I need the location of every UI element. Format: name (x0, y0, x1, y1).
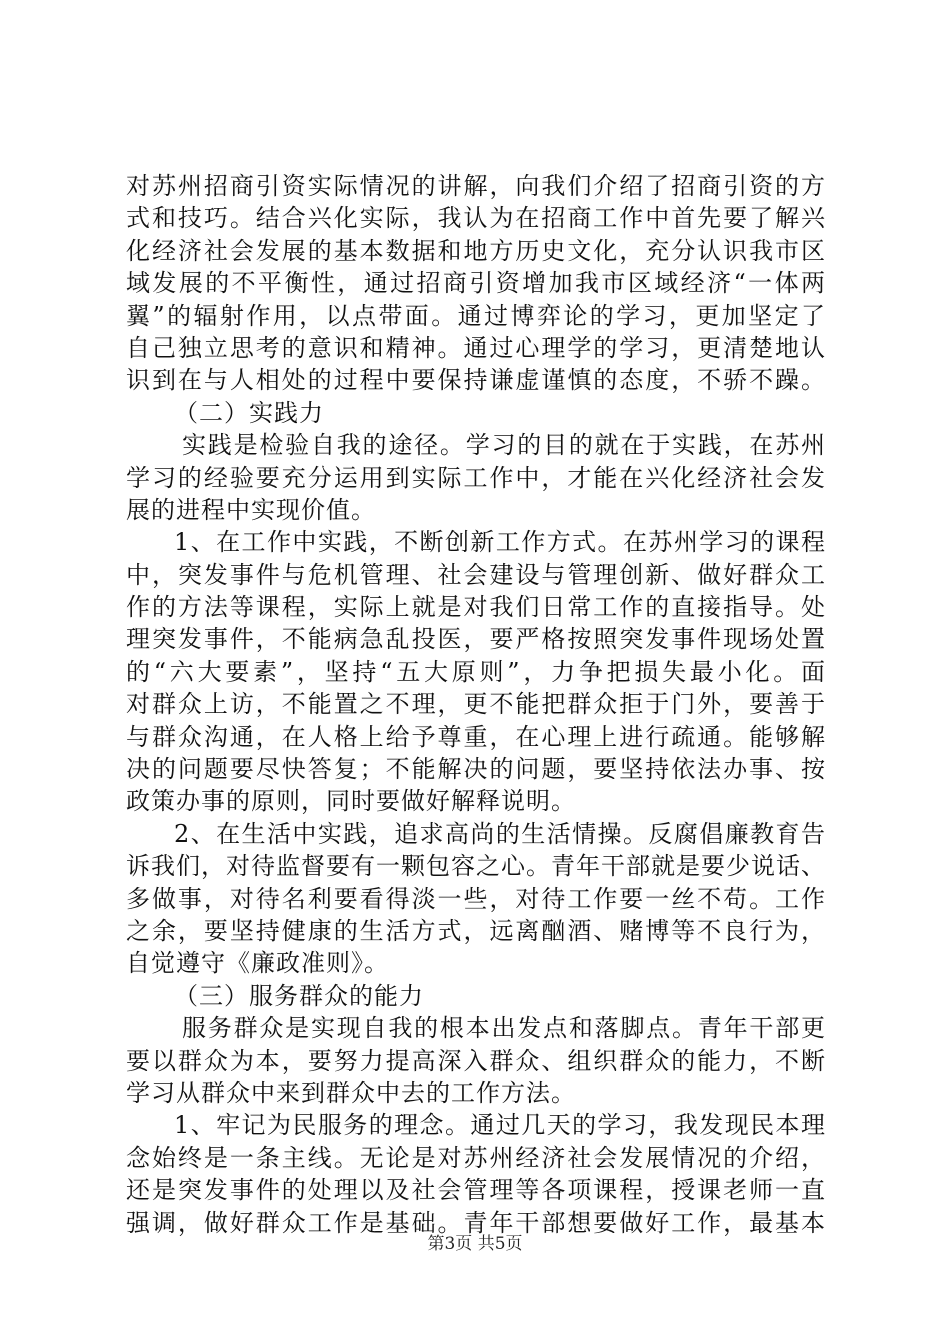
text-line: 强调，做好群众工作是基础。青年干部想要做好工作，最基本 (126, 1208, 826, 1237)
document-body (126, 170, 826, 1239)
text-line: 作的方法等课程，实际上就是对我们日常工作的直接指导。处 (126, 593, 826, 622)
text-line: 识到在与人相处的过程中要保持谦虚谨慎的态度，不骄不躁。 (126, 366, 826, 395)
text-line: 理突发事件，不能病急乱投医，要严格按照突发事件现场处置 (126, 625, 826, 654)
text-line: 诉我们，对待监督要有一颗包容之心。青年干部就是要少说话、 (126, 852, 826, 881)
text-line: 学习的经验要充分运用到实际工作中，才能在兴化经济社会发 (126, 463, 826, 492)
text-line: 对群众上访，不能置之不理，更不能把群众拒于门外，要善于 (126, 690, 826, 719)
text-line: 服务群众是实现自我的根本出发点和落脚点。青年干部更 (182, 1014, 826, 1043)
text-line: 翼”的辐射作用，以点带面。通过博弈论的学习，更加坚定了 (126, 301, 826, 330)
text-line: 域发展的不平衡性，通过招商引资增加我市区域经济“一体两 (126, 269, 826, 298)
text-line: 实践是检验自我的途径。学习的目的就在于实践，在苏州 (182, 431, 826, 460)
text-line: 1、牢记为民服务的理念。通过几天的学习，我发现民本理 (174, 1111, 826, 1140)
text-line: 要以群众为本，要努力提高深入群众、组织群众的能力，不断 (126, 1046, 826, 1075)
text-line: 对苏州招商引资实际情况的讲解，向我们介绍了招商引资的方 (126, 172, 826, 200)
text-line: 决的问题要尽快答复；不能解决的问题，要坚持依法办事、按 (126, 755, 826, 784)
text-line: 自己独立思考的意识和精神。通过心理学的学习，更清楚地认 (126, 333, 826, 362)
text-line: 2、在生活中实践，追求高尚的生活情操。反腐倡廉教育告 (174, 819, 826, 848)
text-line: 的“六大要素”，坚持“五大原则”，力争把损失最小化。面 (126, 657, 826, 686)
text-line: 之余，要坚持健康的生活方式，远离酗酒、赌博等不良行为， (126, 916, 826, 945)
page-number-footer: 第3页 共5页 (427, 1234, 523, 1254)
section-heading: （三）服务群众的能力 (174, 981, 424, 1010)
text-line: 政策办事的原则，同时要做好解释说明。 (126, 787, 576, 816)
text-line: 念始终是一条主线。无论是对苏州经济社会发展情况的介绍， (126, 1143, 826, 1172)
text-line: 与群众沟通，在人格上给予尊重，在心理上进行疏通。能够解 (126, 722, 826, 751)
text-line: 多做事，对待名利要看得淡一些，对待工作要一丝不苟。工作 (126, 884, 826, 913)
text-line: 学习从群众中来到群众中去的工作方法。 (126, 1078, 576, 1107)
section-heading: （二）实践力 (174, 398, 324, 427)
text-line: 自觉遵守《廉政准则》。 (126, 949, 389, 978)
text-line: 展的进程中实现价值。 (126, 495, 376, 524)
text-line: 化经济社会发展的基本数据和地方历史文化，充分认识我市区 (126, 236, 826, 265)
text-line: 还是突发事件的处理以及社会管理等各项课程，授课老师一直 (126, 1176, 826, 1205)
text-line: 式和技巧。结合兴化实际，我认为在招商工作中首先要了解兴 (126, 204, 826, 233)
text-line: 1、在工作中实践，不断创新工作方式。在苏州学习的课程 (174, 528, 826, 557)
text-line: 中，突发事件与危机管理、社会建设与管理创新、做好群众工 (126, 560, 826, 589)
